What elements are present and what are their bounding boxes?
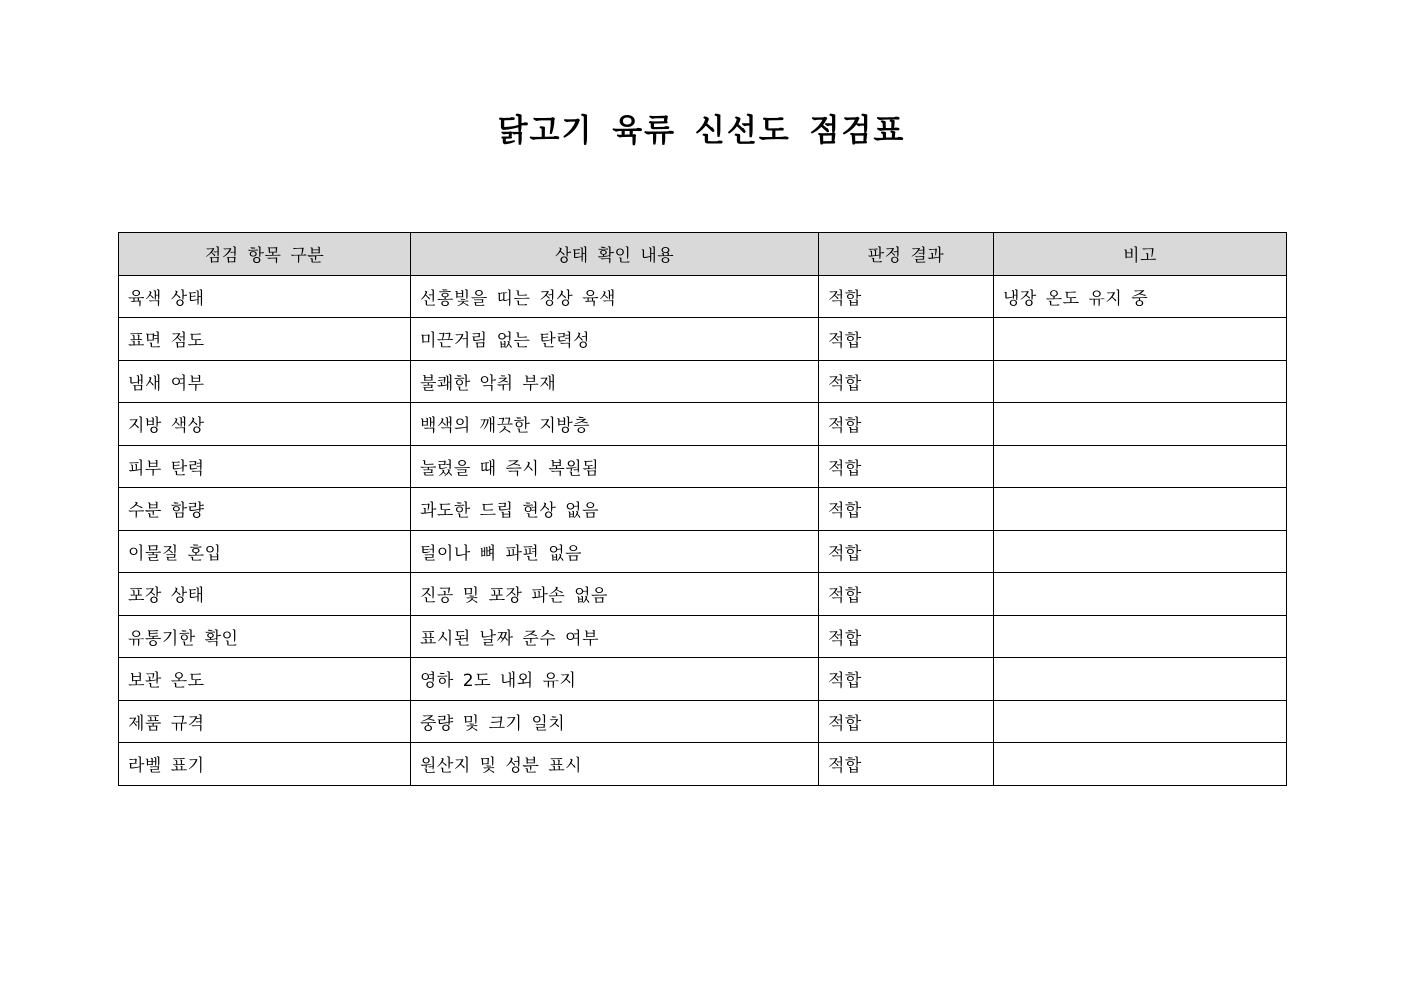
table-row: [119, 403, 1287, 446]
table-row: [119, 700, 1287, 743]
condition-cell: 백색의 깨끗한 지방층: [411, 403, 819, 446]
remarks-cell: 냉장 온도 유지 중: [994, 275, 1287, 318]
remarks-cell: [994, 530, 1287, 573]
item-cell: 유통기한 확인: [119, 615, 411, 658]
table-row: [119, 318, 1287, 361]
result-cell: 적합: [819, 700, 994, 743]
item-cell: 피부 탄력: [119, 445, 411, 488]
result-cell: 적합: [819, 573, 994, 616]
result-cell: 적합: [819, 275, 994, 318]
page-title: 닭고기 육류 신선도 점검표: [497, 113, 906, 149]
table-header-row: [119, 233, 1287, 276]
remarks-cell: [994, 445, 1287, 488]
header-judgment-result: 판정 결과: [819, 233, 994, 276]
item-cell: 수분 함량: [119, 488, 411, 531]
remarks-cell: [994, 658, 1287, 701]
condition-cell: 미끈거림 없는 탄력성: [411, 318, 819, 361]
table-row: [119, 573, 1287, 616]
remarks-cell: [994, 743, 1287, 786]
result-cell: 적합: [819, 488, 994, 531]
table-row: [119, 615, 1287, 658]
condition-cell: 털이나 뼈 파편 없음: [411, 530, 819, 573]
header-item-category: 점검 항목 구분: [119, 233, 411, 276]
result-cell: 적합: [819, 615, 994, 658]
item-cell: 포장 상태: [119, 573, 411, 616]
item-cell: 이물질 혼입: [119, 530, 411, 573]
table-row: [119, 275, 1287, 318]
result-cell: 적합: [819, 743, 994, 786]
result-cell: 적합: [819, 360, 994, 403]
remarks-cell: [994, 615, 1287, 658]
item-cell: 육색 상태: [119, 275, 411, 318]
condition-cell: 원산지 및 성분 표시: [411, 743, 819, 786]
condition-cell: 영하 2도 내외 유지: [411, 658, 819, 701]
remarks-cell: [994, 700, 1287, 743]
condition-cell: 불쾌한 악취 부재: [411, 360, 819, 403]
item-cell: 제품 규격: [119, 700, 411, 743]
result-cell: 적합: [819, 445, 994, 488]
result-cell: 적합: [819, 403, 994, 446]
condition-cell: 중량 및 크기 일치: [411, 700, 819, 743]
condition-cell: 눌렀을 때 즉시 복원됨: [411, 445, 819, 488]
result-cell: 적합: [819, 318, 994, 361]
result-cell: 적합: [819, 530, 994, 573]
condition-cell: 표시된 날짜 준수 여부: [411, 615, 819, 658]
result-cell: 적합: [819, 658, 994, 701]
item-cell: 표면 점도: [119, 318, 411, 361]
condition-cell: 선홍빛을 띠는 정상 육색: [411, 275, 819, 318]
item-cell: 보관 온도: [119, 658, 411, 701]
table-row: [119, 445, 1287, 488]
item-cell: 라벨 표기: [119, 743, 411, 786]
remarks-cell: [994, 488, 1287, 531]
item-cell: 냄새 여부: [119, 360, 411, 403]
table-row: [119, 530, 1287, 573]
table-row: [119, 360, 1287, 403]
remarks-cell: [994, 403, 1287, 446]
remarks-cell: [994, 360, 1287, 403]
condition-cell: 진공 및 포장 파손 없음: [411, 573, 819, 616]
remarks-cell: [994, 318, 1287, 361]
condition-cell: 과도한 드립 현상 없음: [411, 488, 819, 531]
header-condition-check: 상태 확인 내용: [411, 233, 819, 276]
table-row: [119, 658, 1287, 701]
table-row: [119, 488, 1287, 531]
header-remarks: 비고: [994, 233, 1287, 276]
inspection-table: [118, 232, 1287, 786]
table-row: [119, 743, 1287, 786]
remarks-cell: [994, 573, 1287, 616]
item-cell: 지방 색상: [119, 403, 411, 446]
